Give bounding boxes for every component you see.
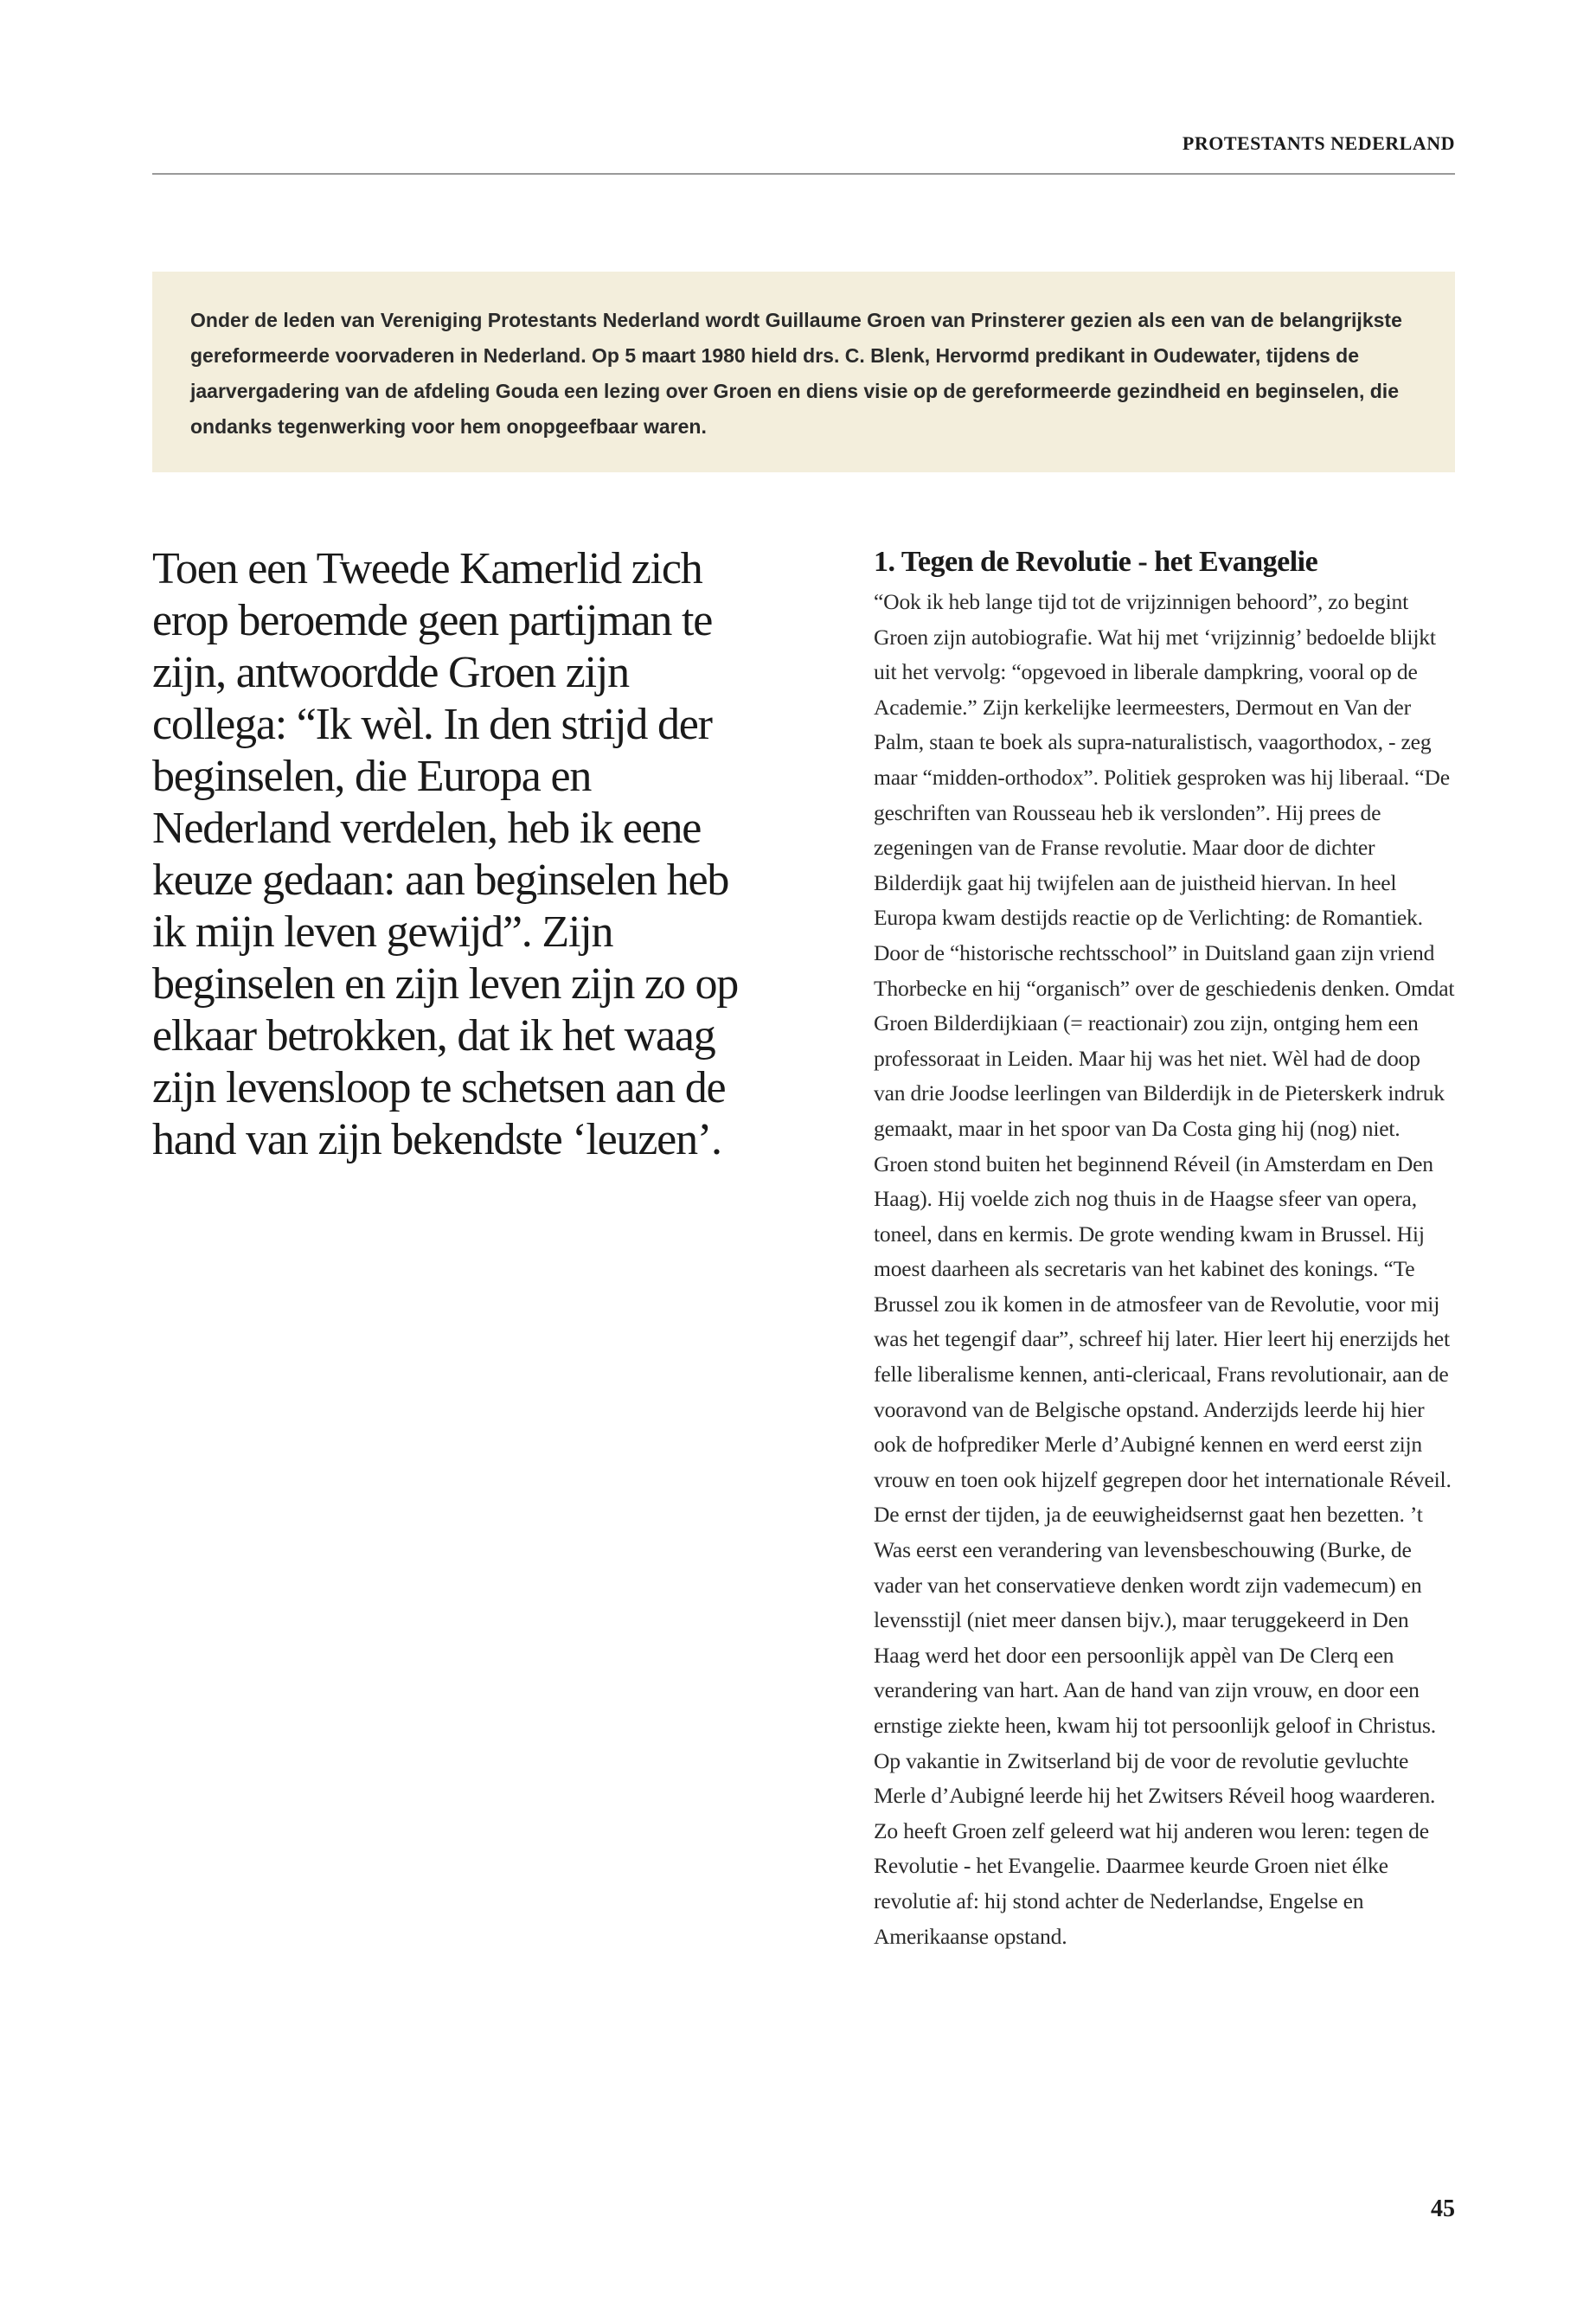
header-divider (152, 173, 1455, 175)
article-column (874, 543, 1455, 1954)
intro-text: Onder de leden van Vereniging Protestants Nederland wordt Guillaume Groen van Prinsterer gezien als een van de belangrijkste gereformeerde voorvaderen in Nederland. Op 5 maart 1980 hield drs. C. Blenk, Hervormd predikant in Oudewater, tijdens de jaarvergadering van de afdeling Gouda een lezing over Groen en diens visie op de gereformeerde gezindheid en beginselen, die ondanks tegenwerking voor hem onopgeefbaar waren. (190, 309, 1402, 438)
section-body: “Ook ik heb lange tijd tot de vrijzinnigen behoord”, zo begint Groen zijn autobiografie. Wat hij met ‘vrijzinnig’ bedoelde blijkt uit het vervolg: “opgevoed in liberale dampkring, vooral op de Academie.” Zijn kerkelijke leermeesters, Dermout en Van der Palm, staan te boek als supra-naturalistisch, vaagorthodox, - zeg maar “midden-orthodox”. Politiek gesproken was hij liberaal. “De geschriften van Rousseau heb ik verslonden”. Hij prees de zegeningen van de Franse revolutie. Maar door de dichter Bilderdijk gaat hij twijfelen aan de juistheid hiervan. In heel Europa kwam destijds reactie op de Verlichting: de Romantiek. Door de “historische rechtsschool” in Duitsland gaan zijn vriend Thorbecke en hij “organisch” over de geschiedenis denken. Omdat Groen Bilderdijkiaan (= reactionair) zou zijn, ontging hem een professoraat in Leiden. Maar hij was het niet. Wèl had de doop van drie Joodse leerlingen van Bilderdijk in de Pieterskerk indruk gemaakt, maar in het spoor van Da Costa ging hij (nog) niet. Groen stond buiten het beginnend Réveil (in Amsterdam en Den Haag). Hij voelde zich nog thuis in de Haagse sfeer van opera, toneel, dans en kermis. De grote wending kwam in Brussel. Hij moest daarheen als secretaris van het kabinet des konings. “Te Brussel zou ik komen in de atmosfeer van de Revolutie, voor mij was het tegengif daar”, schreef hij later. Hier leert hij enerzijds het felle liberalisme kennen, anti-clericaal, Frans revolutionair, aan de vooravond van de Belgische opstand. Anderzijds leerde hij hier ook de hofprediker Merle d’Aubigné kennen en werd eerst zijn vrouw en toen ook hijzelf gegrepen door het internationale Réveil. De ernst der tijden, ja de eeuwigheidsernst gaat hen bezetten. ’t Was eerst een verandering van levensbeschouwing (Burke, de vader van het conservatieve denken wordt zijn vademecum) en levensstijl (niet meer dansen bijv.), maar teruggekeerd in Den Haag werd het door een persoonlijk appèl van De Clerq een verandering van hart. Aan de hand van zijn vrouw, en door een ernstige ziekte heen, kwam hij tot persoonlijk geloof in Christus. Op vakantie in Zwitserland bij de voor de revolutie gevluchte Merle d’Aubigné leerde hij het Zwitsers Réveil hoog waarderen. Zo heeft Groen zelf geleerd wat hij anderen wou leren: tegen de Revolutie - het Evangelie. Daarmee keurde Groen niet élke revolutie af: hij stond achter de Nederlandse, Engelse en Amerikaanse opstand. (874, 589, 1455, 1949)
page-number: 45 (1431, 2195, 1455, 2222)
intro-box (152, 272, 1455, 472)
running-head: PROTESTANTS NEDERLAND (1182, 132, 1455, 154)
pull-quote: Toen een Tweede Kamerlid zich erop beroemde geen partijman te zijn, antwoordde Groen zijn collega: “Ik wèl. In den strijd der beginselen, die Europa en Nederland verdelen, heb ik eene keuze gedaan: aan beginselen heb ik mijn leven gewijd”. Zijn beginselen en zijn leven zijn zo op elkaar betrokken, dat ik het waag zijn levensloop te schetsen aan de hand van zijn bekendste ‘leuzen’. (152, 544, 739, 1164)
section-heading: 1. Tegen de Revolutie - het Evangelie (874, 546, 1318, 578)
